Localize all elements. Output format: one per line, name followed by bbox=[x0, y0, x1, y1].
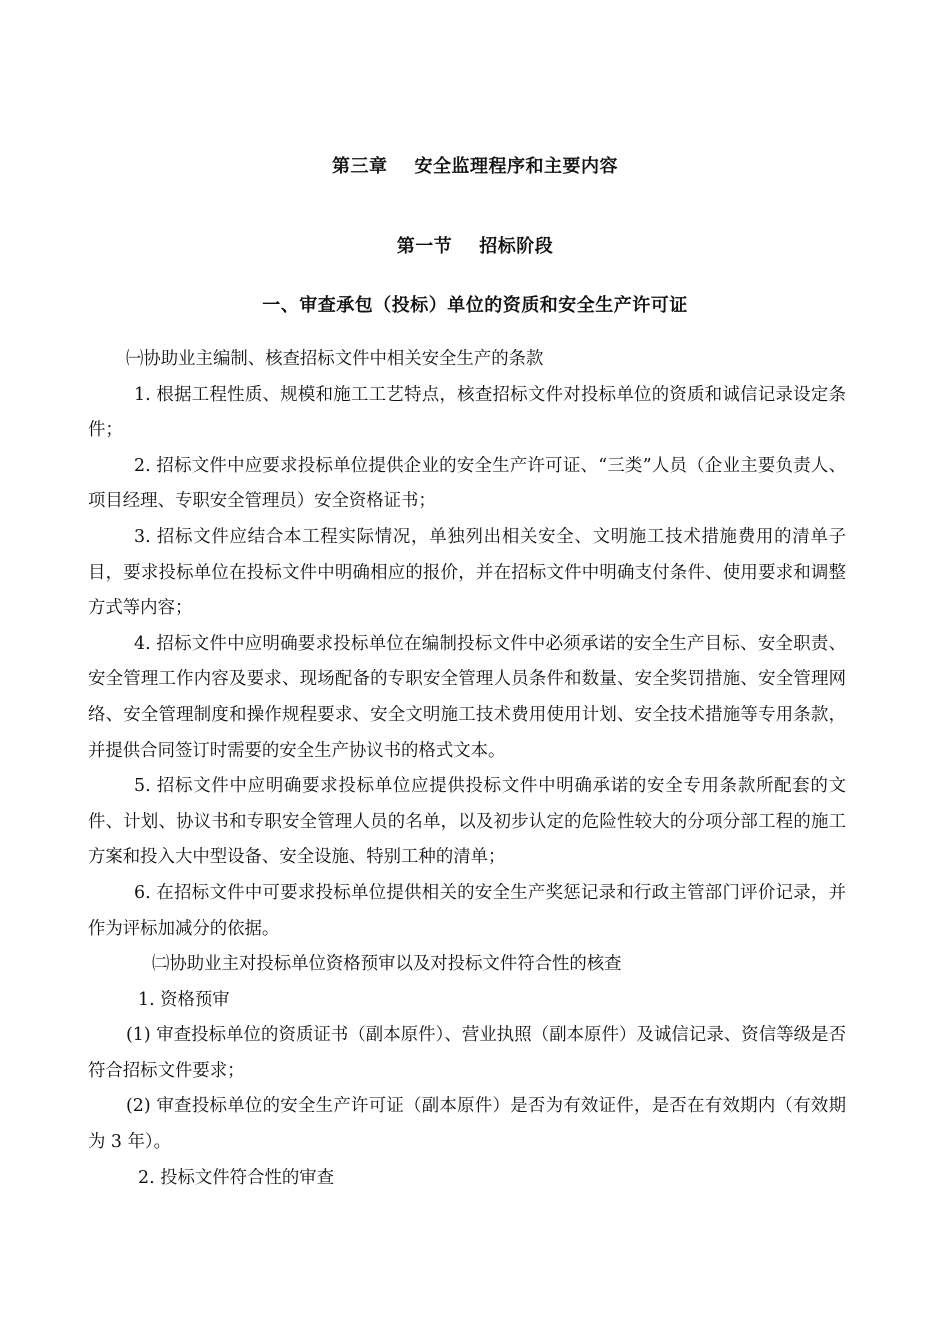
paragraph-clause-3: 3. 招标文件应结合本工程实际情况，单独列出相关安全、文明施工技术措施费用的清单子目，要求投标单位在投标文件中明确相应的报价，并在招标文件中明确支付条件、使用要求和调整方式等内容； bbox=[88, 526, 846, 619]
paragraph-subitem-2: 2. 投标文件符合性的审查 bbox=[138, 1167, 335, 1188]
paragraph-item-2: ㈡协助业主对投标单位资格预审以及对投标文件符合性的核查 bbox=[152, 954, 622, 975]
paragraph-point-2: (2) 审查投标单位的安全生产许可证（副本原件）是否为有效证件，是否在有效期内（有效期为 3 年）。 bbox=[88, 1096, 846, 1153]
paragraph-clause-6: 6. 在招标文件中可要求投标单位提供相关的安全生产奖惩记录和行政主管部门评价记录，并作为评标加减分的依据。 bbox=[88, 882, 846, 939]
subsection-title: 一、审查承包（投标）单位的资质和安全生产许可证 bbox=[262, 295, 688, 316]
paragraph-clause-4: 4. 招标文件中应明确要求投标单位在编制投标文件中必须承诺的安全生产目标、安全职责、安全管理工作内容及要求、现场配备的专职安全管理人员条件和数量、安全奖罚措施、安全管理网络、安全管理制度和操作规程要求、安全文明施工技术费用使用计划、安全技术措施等专用条款，并提供合同签订时需要的安全生产协议书的格式文本。 bbox=[88, 633, 846, 761]
paragraph-clause-1: 1. 根据工程性质、规模和施工工艺特点，核查招标文件对投标单位的资质和诚信记录设定条件； bbox=[88, 384, 846, 441]
paragraph-clause-2: 2. 招标文件中应要求投标单位提供企业的安全生产许可证、“三类”人员（企业主要负责人、项目经理、专职安全管理员）安全资格证书； bbox=[88, 455, 846, 512]
document-body bbox=[88, 342, 846, 1196]
paragraph-clause-5: 5. 招标文件中应明确要求投标单位应提供投标文件中明确承诺的安全专用条款所配套的文件、计划、协议书和专职安全管理人员的名单，以及初步认定的危险性较大的分项分部工程的施工方案和投入大中型设备、安全设施、特别工种的清单； bbox=[88, 776, 846, 868]
paragraph-subitem-1: 1. 资格预审 bbox=[138, 989, 230, 1010]
section-title: 第一节 招标阶段 bbox=[396, 236, 554, 257]
paragraph-item-1: ㈠协助业主编制、核查招标文件中相关安全生产的条款 bbox=[126, 349, 544, 369]
chapter-title: 第三章 安全监理程序和主要内容 bbox=[331, 156, 619, 177]
paragraph-point-1: (1) 审查投标单位的资质证书（副本原件）、营业执照（副本原件）及诚信记录、资信等级是否符合招标文件要求； bbox=[88, 1025, 846, 1081]
